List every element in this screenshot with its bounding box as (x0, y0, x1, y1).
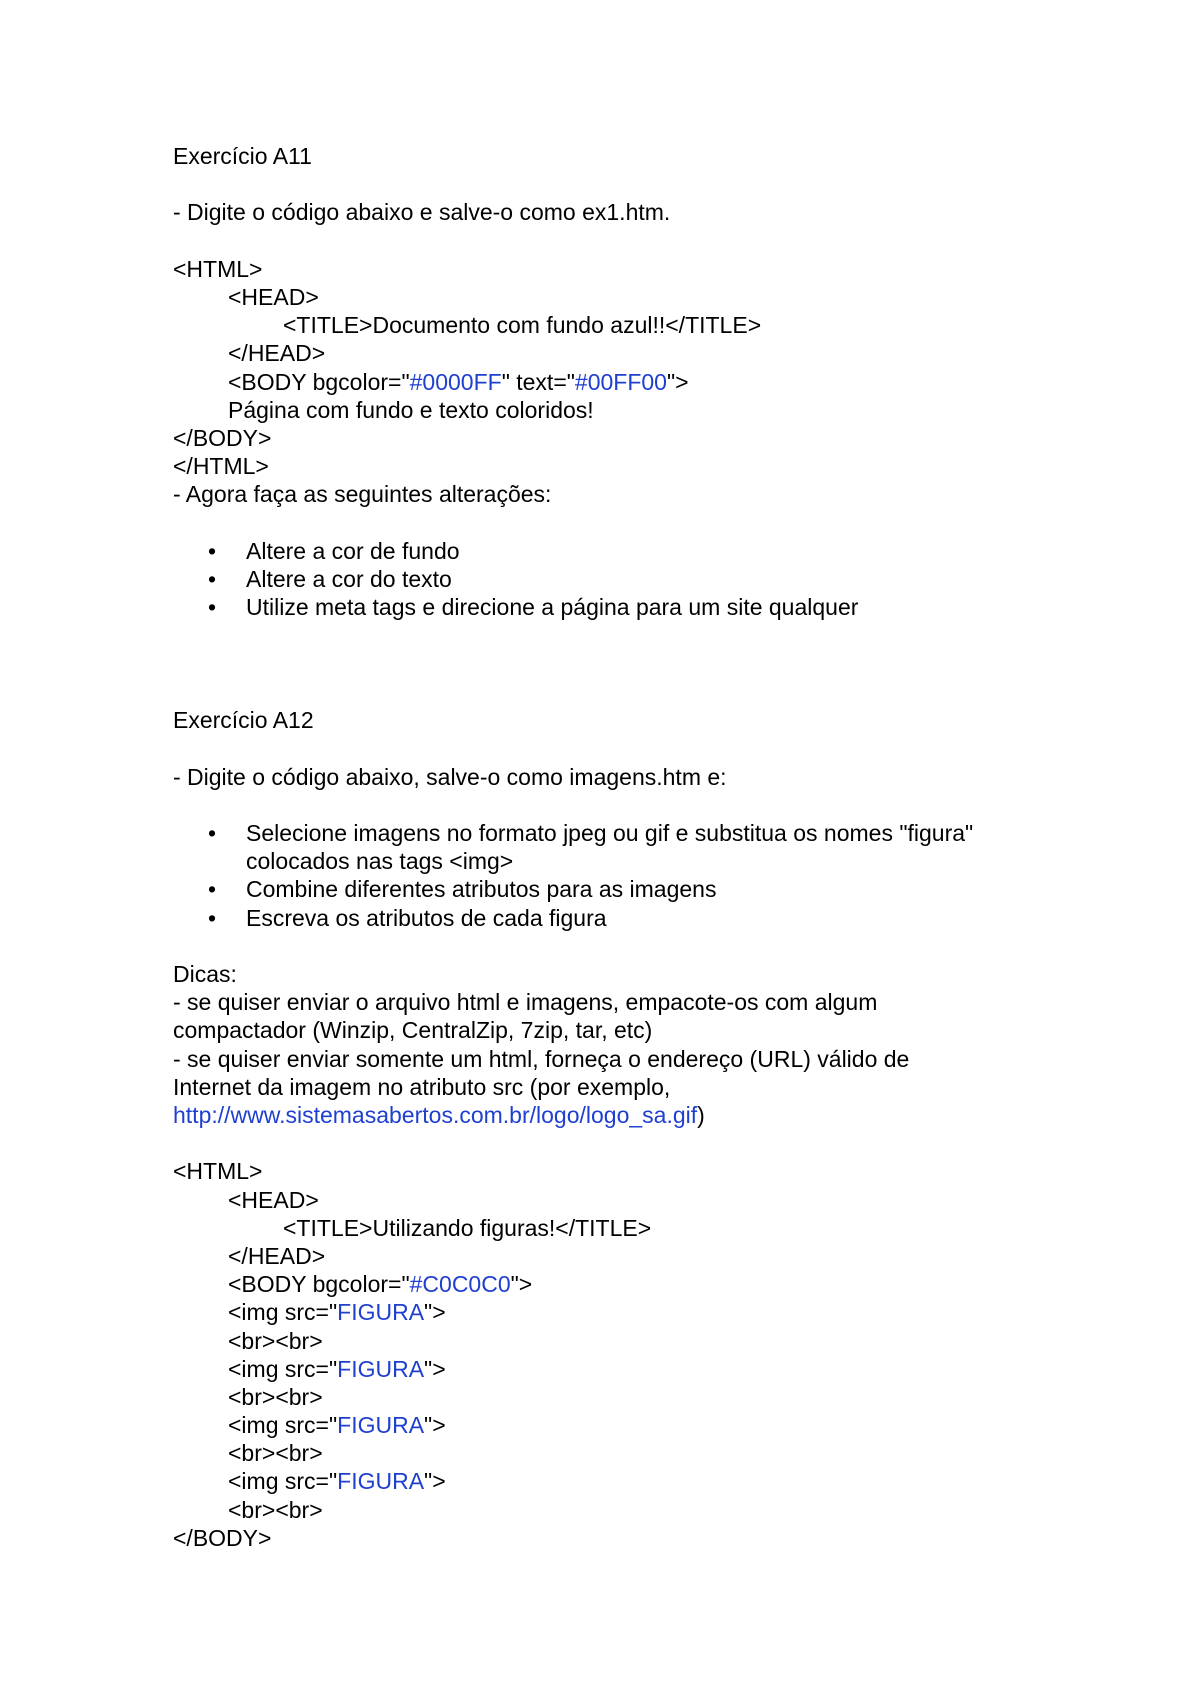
bullet-icon: • (208, 904, 217, 931)
code-text: <BODY bgcolor=" (228, 368, 410, 395)
exercise-a11-instruction: - Digite o código abaixo e salve-o como ex1.htm. (173, 199, 671, 226)
code-line: <HEAD> (228, 1186, 319, 1213)
bullet-icon: • (208, 565, 217, 592)
exercise-a12-bullet-list (173, 819, 1133, 932)
code-value: #0000FF (409, 368, 502, 395)
code-line: <img src="FIGURA"> (228, 1299, 446, 1326)
code-line: <HTML> (173, 255, 263, 282)
code-line: <br><br> (228, 1327, 323, 1354)
code-value: FIGURA (337, 1468, 425, 1495)
code-line: <TITLE>Documento com fundo azul!!</TITLE> (283, 312, 762, 339)
code-value: FIGURA (337, 1355, 425, 1382)
list-item: • Utilize meta tags e direcione a página para um site qualquer (208, 594, 859, 621)
list-item: • Combine diferentes atributos para as imagens (208, 876, 717, 903)
code-line: <BODY bgcolor="#C0C0C0"> (228, 1271, 533, 1298)
code-value: FIGURA (337, 1412, 425, 1439)
code-line: </BODY> (173, 424, 272, 451)
changes-intro: - Agora faça as seguintes alterações: (173, 481, 552, 508)
example-url-link[interactable]: http://www.sistemasabertos.com.br/logo/logo_sa.gif (173, 1101, 698, 1128)
code-line: </HTML> (173, 453, 269, 480)
code-line: <HEAD> (228, 283, 319, 310)
code-value: #00FF00 (574, 368, 667, 395)
code-line: <br><br> (228, 1496, 323, 1523)
code-text: " text=" (501, 368, 575, 395)
code-line: <br><br> (228, 1440, 323, 1467)
bullet-icon: • (208, 819, 217, 846)
document-page (173, 142, 1133, 1552)
exercise-a12-title: Exercício A12 (173, 707, 314, 734)
code-line: <img src="FIGURA"> (228, 1468, 446, 1495)
code-text: "> (666, 368, 689, 395)
code-line: </BODY> (173, 1524, 272, 1551)
exercise-a11-title: Exercício A11 (173, 143, 312, 169)
code-line: <br><br> (228, 1383, 323, 1410)
bullet-icon: • (208, 876, 217, 903)
code-value: FIGURA (337, 1299, 425, 1326)
code-line: </HEAD> (228, 1242, 326, 1269)
code-line: <TITLE>Utilizando figuras!</TITLE> (283, 1214, 652, 1241)
tip-1: - se quiser enviar o arquivo html e imagens, empacote-os com algum compactador (Winzip, CentralZip, 7zip, tar, etc) (173, 989, 878, 1044)
code-line: </HEAD> (228, 340, 326, 367)
exercise-a11-code (173, 255, 1133, 481)
list-item: • Altere a cor de fundo (208, 537, 460, 564)
code-line: <img src="FIGURA"> (228, 1412, 446, 1439)
exercise-a11-bullet-list (173, 537, 1133, 622)
tip-2: - se quiser enviar somente um html, forneça o endereço (URL) válido de Internet da imagem no atributo src (por exemplo, http://www.sistemasabertos.com.br/logo/logo_sa.gif) (173, 1045, 910, 1128)
list-item: • Selecione imagens no formato jpeg ou gif e substitua os nomes "figura" colocados nas tags <img> (208, 819, 974, 875)
list-item: • Altere a cor do texto (208, 565, 452, 592)
code-line: <HTML> (173, 1158, 263, 1185)
list-item: • Escreva os atributos de cada figura (208, 904, 607, 931)
code-line: <img src="FIGURA"> (228, 1355, 446, 1382)
code-line (173, 368, 1133, 396)
bullet-icon: • (208, 594, 217, 621)
code-value: #C0C0C0 (409, 1271, 511, 1298)
bullet-icon: • (208, 537, 217, 564)
tips-title: Dicas: (173, 960, 237, 987)
exercise-a12-code (173, 1157, 1133, 1552)
code-line: Página com fundo e texto coloridos! (228, 396, 594, 423)
exercise-a12-instruction: - Digite o código abaixo, salve-o como imagens.htm e: (173, 763, 727, 790)
